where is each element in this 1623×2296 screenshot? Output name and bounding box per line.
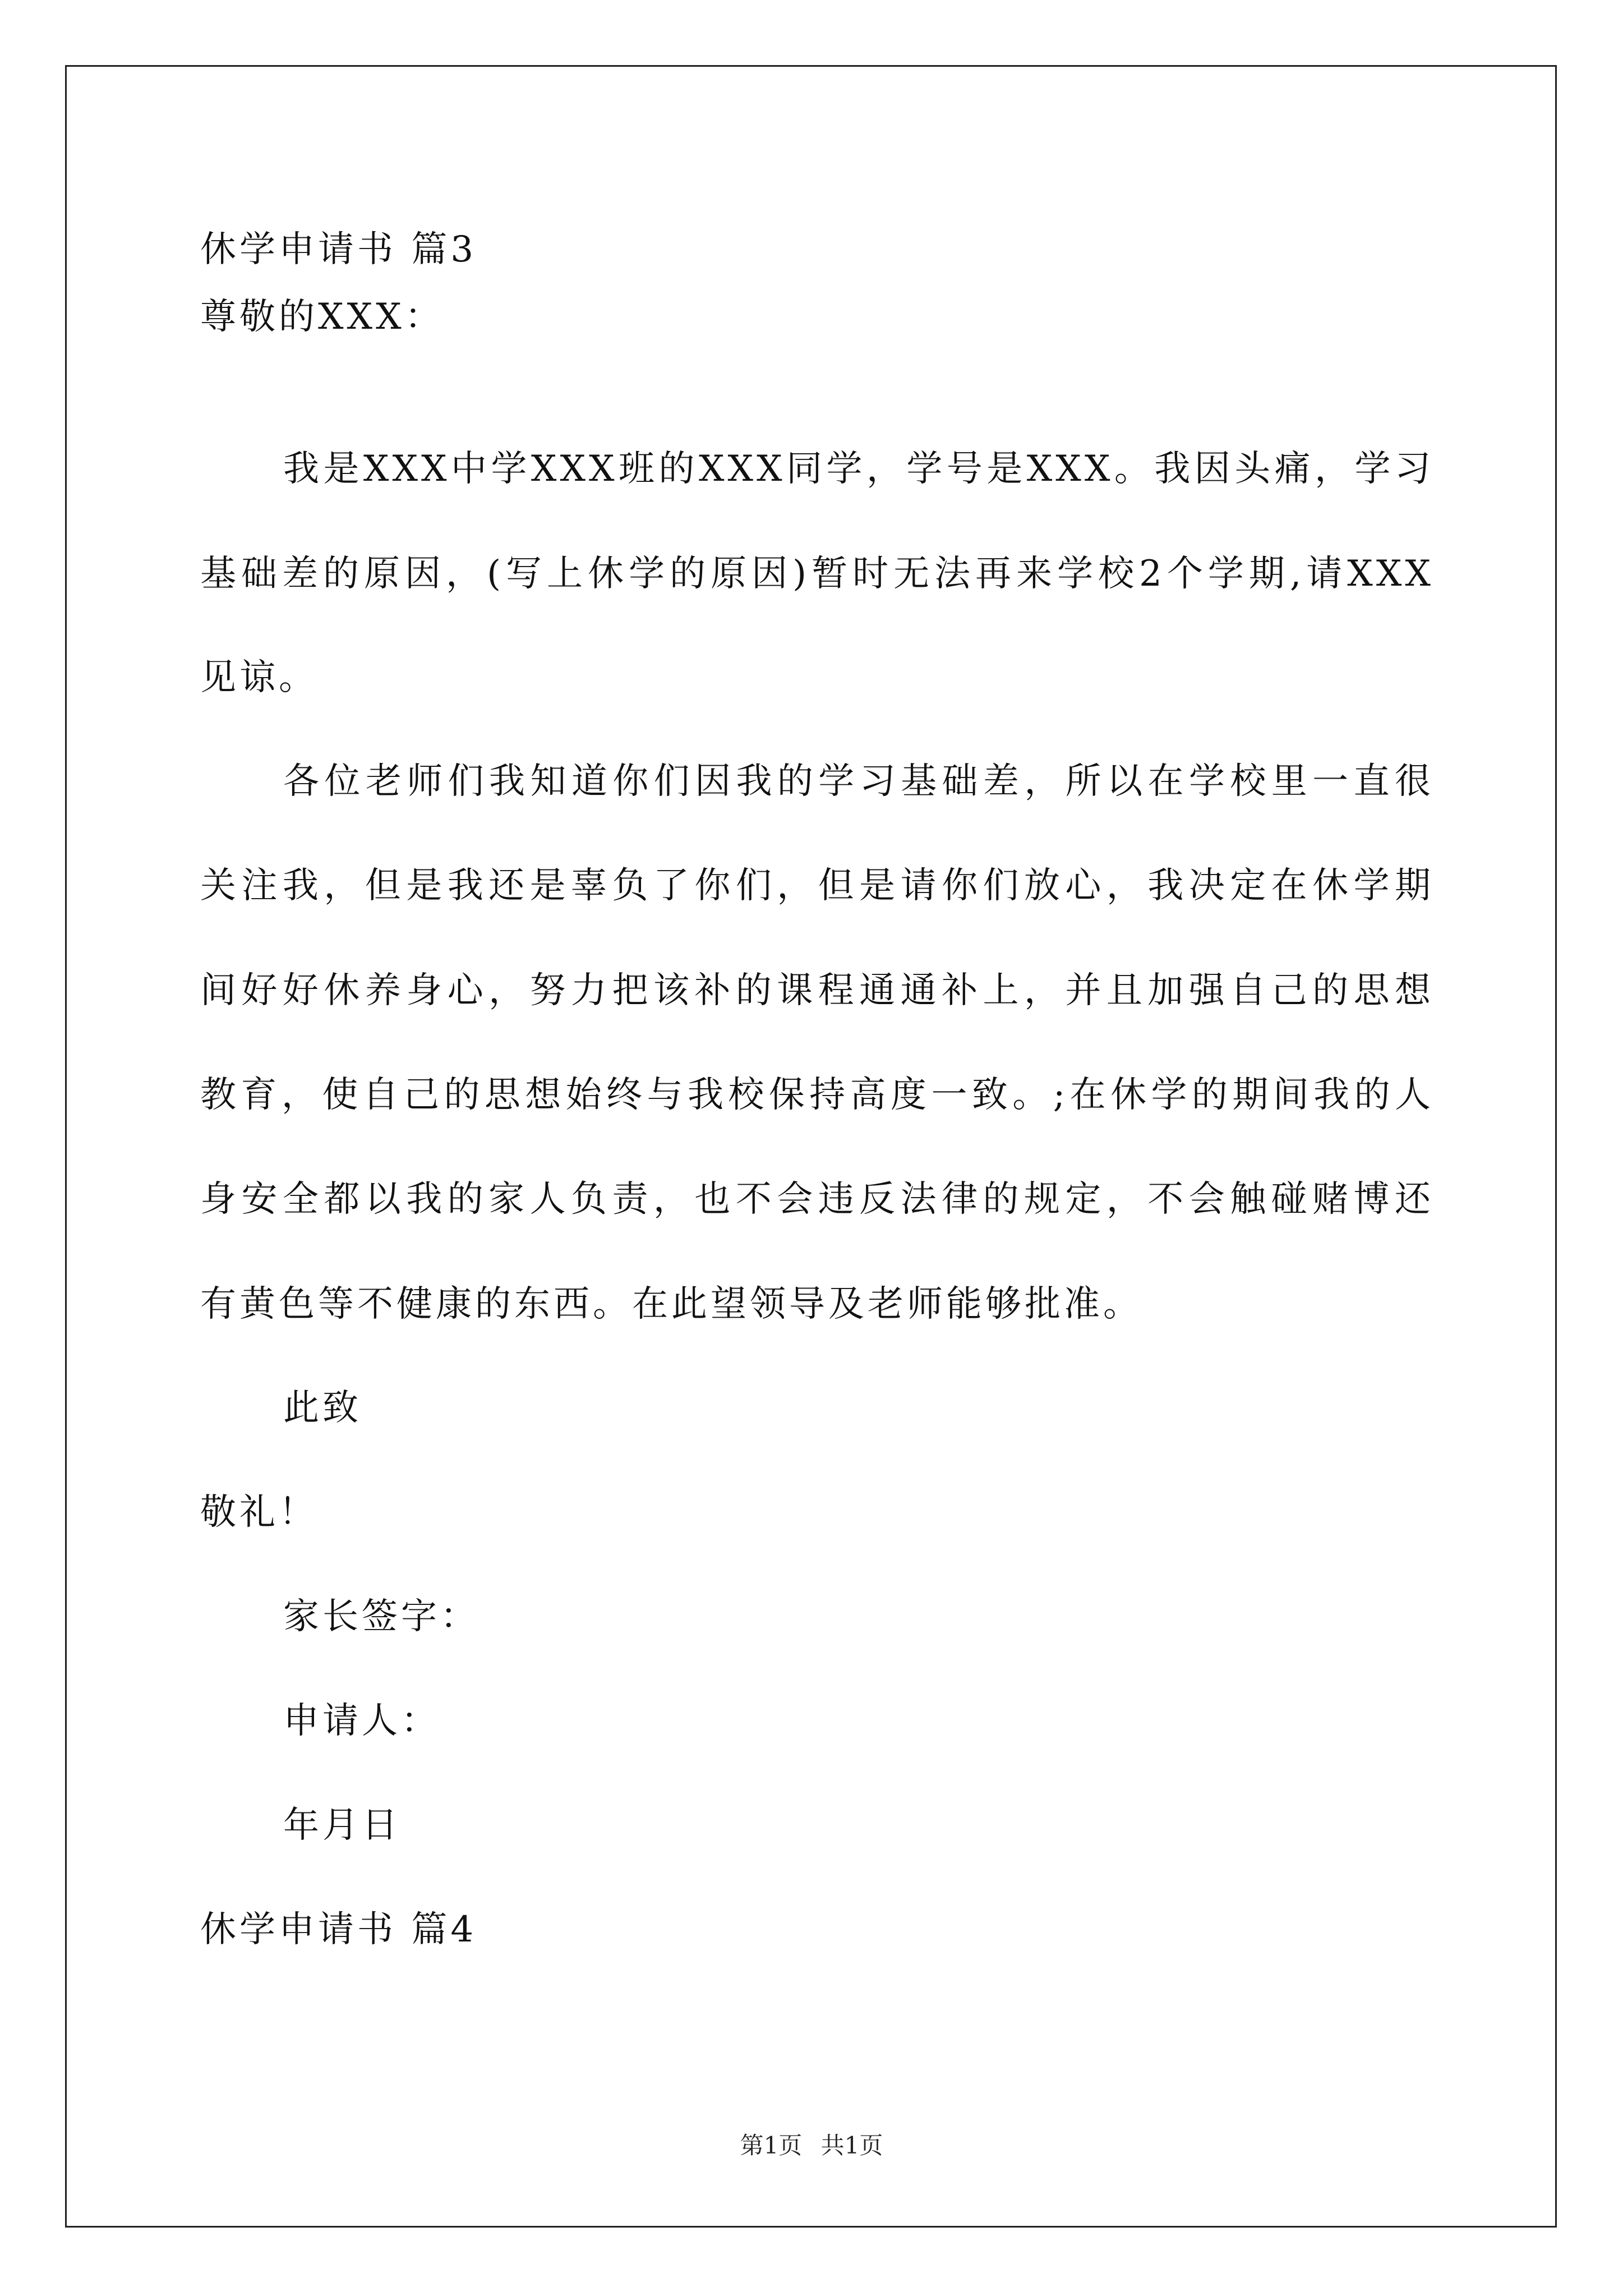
page-number: 第1页: [740, 2132, 803, 2159]
paragraph-2-line-5: 身安全都以我的家人负责，也不会违反法律的规定，不会触碰赌博还: [200, 1179, 1434, 1220]
total-pages: 共1页: [820, 2132, 883, 2159]
paragraph-2-line-3: 间好好休养身心，努力把该补的课程通通补上，并且加强自己的思想: [200, 970, 1434, 1011]
closing-zhizhi: 此致: [283, 1387, 362, 1429]
paragraph-2-line-6: 有黄色等不健康的东西。在此望领导及老师能够批准。: [200, 1283, 1142, 1325]
page-footer: [0, 2132, 1623, 2160]
closing-jingli: 敬礼！: [200, 1492, 318, 1533]
section-heading-4: 休学申请书 篇4: [200, 1909, 477, 1950]
applicant-label: 申请人：: [283, 1700, 440, 1742]
parent-signature-label: 家长签字：: [283, 1596, 479, 1637]
section-heading-3: 休学申请书 篇3: [200, 229, 477, 270]
paragraph-2-line-2: 关注我，但是我还是辜负了你们，但是请你们放心，我决定在休学期: [200, 865, 1434, 907]
date-label: 年月日: [283, 1805, 401, 1846]
page-border: [65, 65, 1557, 2228]
paragraph-2-line-4: 教育，使自己的思想始终与我校保持高度一致。;在休学的期间我的人: [200, 1074, 1434, 1116]
salutation: 尊敬的XXX：: [200, 296, 444, 338]
paragraph-1-line-3: 见谅。: [200, 657, 318, 698]
paragraph-2-line-1: 各位老师们我知道你们因我的学习基础差，所以在学校里一直很: [283, 761, 1434, 802]
paragraph-1-line-2: 基础差的原因，(写上休学的原因)暂时无法再来学校2个学期,请XXX: [200, 553, 1434, 595]
paragraph-1-line-1: 我是XXX中学XXX班的XXX同学，学号是XXX。我因头痛，学习: [283, 448, 1434, 490]
